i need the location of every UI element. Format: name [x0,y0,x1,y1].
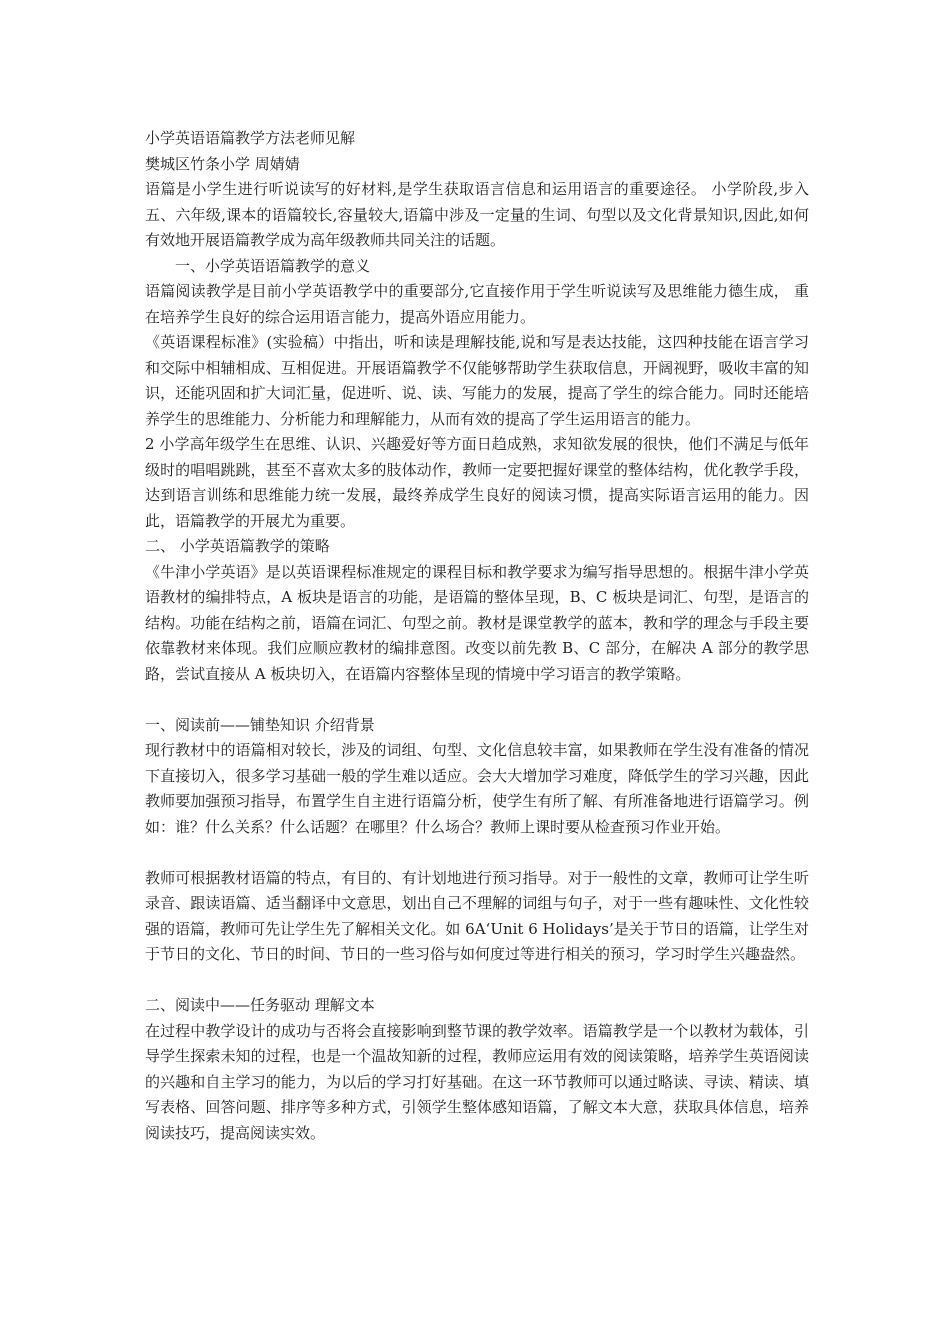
paragraph-oxford-textbook: 《牛津小学英语》是以英语课程标准规定的课程目标和教学要求为编写指导思想的。根据牛津小学英语教材的编排特点，A 板块是语言的功能，是语篇的整体呈现，B、C 板块是词汇、句型，是语言的结构。功能在结构之前，语篇在词汇、句型之前。教材是课堂教学的蓝本，教和学的理念与手段主要依靠教材来体现。我们应顺应教材的编排意图。改变以前先教 B、C 部分，在解决 A 部分的教学思路，尝试直接从 A 板块切入，在语篇内容整体呈现的情境中学习语言的教学策略。 [145,562,809,683]
subheading-while-reading: 二、阅读中——任务驱动 理解文本 [145,996,375,1014]
paragraph-senior-students: 2 小学高年级学生在思维、认识、兴趣爱好等方面日趋成熟，求知欲发展的很快，他们不满足与低年级时的唱唱跳跳，甚至不喜欢太多的肢体动作，教师一定要把握好课堂的整体结构，优化教学手段，达到语言训练和思维能力统一发展，最终养成学生良好的阅读习惯，提高实际语言运用的能力。因此，语篇教学的开展尤为重要。 [145,435,809,530]
document-author: 樊城区竹条小学 周婧婧 [145,154,300,173]
paragraph-significance-1: 语篇阅读教学是目前小学英语教学中的重要部分,它直接作用于学生听说读写及思维能力德生成， 重在培养学生良好的综合运用语言能力，提高外语应用能力。 [145,282,809,326]
blank-line [145,840,809,866]
paragraph-preview-guidance: 教师可根据教材语篇的特点，有目的、有计划地进行预习指导。对于一般性的文章，教师可让学生听录音、跟读语篇、适当翻译中文意思，划出自己不理解的词组与句子，对于一些有趣味性、文化性较强的语篇，教师可先让学生先了解相关文化。如 6A‘Unit 6 Holidays’是关于节日的语篇，让学生对于节日的文化、节日的时间、节日的一些习俗与如何度过等进行相关的预习，学习时学生兴趣盎然。 [145,868,809,963]
document-title: 小学英语语篇教学方法老师见解 [145,129,356,147]
document-page [145,126,809,1146]
section-heading-significance: 一、小学英语语篇教学的意义 [175,256,371,275]
paragraph-curriculum-standard: 《英语课程标准》(实验稿）中指出，听和读是理解技能,说和写是表达技能，这四种技能在语言学习和交际中相辅相成、互相促进。开展语篇教学不仅能够帮助学生获取信息，开阔视野，吸收丰富的知识，还能巩固和扩大词汇量，促进听、说、读、写能力的发展，提高了学生的综合能力。同时还能培养学生的思维能力、分析能力和理解能力，从而有效的提高了学生运用语言的能力。 [145,333,809,428]
paragraph-while-reading: 在过程中教学设计的成功与否将会直接影响到整节课的教学效率。语篇教学是一个以教材为载体，引导学生探索未知的过程，也是一个温故知新的过程，教师应运用有效的阅读策略，培养学生英语阅读的兴趣和自主学习的能力，为以后的学习打好基础。在这一环节教师可以通过略读、寻读、精读、填写表格、回答问题、排序等多种方式，引领学生整体感知语篇，了解文本大意，获取具体信息，培养阅读技巧，提高阅读实效。 [145,1021,809,1142]
blank-line [145,687,809,713]
section-heading-strategies: 二、 小学英语篇教学的策略 [145,537,330,555]
paragraph-before-reading: 现行教材中的语篇相对较长，涉及的词组、句型、文化信息较丰富，如果教师在学生没有准备的情况下直接切入，很多学习基础一般的学生难以适应。会大大增加学习难度，降低学生的学习兴趣，因此教师要加强预习指导，布置学生自主进行语篇分析，使学生有所了解、有所准备地进行语篇学习。例如：谁？什么关系？什么话题？在哪里？什么场合？教师上课时要从检查预习作业开始。 [145,741,809,836]
subheading-before-reading: 一、阅读前——铺垫知识 介绍背景 [145,715,375,734]
paragraph-intro: 语篇是小学生进行听说读写的好材料,是学生获取语言信息和运用语言的重要途径。 小学阶段,步入五、六年级,课本的语篇较长,容量较大,语篇中涉及一定量的生词、句型以及文化背景知识,因此,如何有效地开展语篇教学成为高年级教师共同关注的话题。 [145,180,809,249]
blank-line [145,968,809,994]
